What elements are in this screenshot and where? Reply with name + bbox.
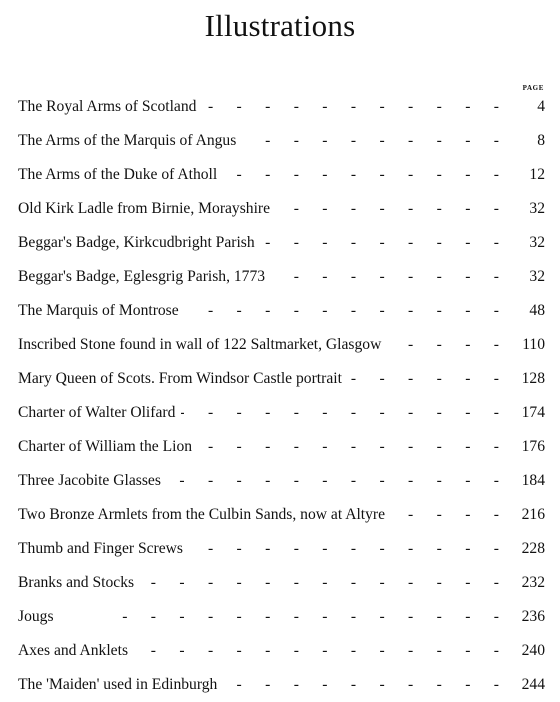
entry-page-number: 32 <box>499 200 545 218</box>
dot-leader <box>185 302 499 320</box>
entry-page-number: 48 <box>499 302 545 320</box>
dot-leader <box>60 608 499 626</box>
list-item <box>18 532 545 566</box>
entry-title: The Marquis of Montrose <box>18 302 185 320</box>
entry-page-number: 110 <box>499 336 545 354</box>
entry-title: Jougs <box>18 608 60 626</box>
entry-page-number: 216 <box>499 506 545 524</box>
entry-page-number: 128 <box>499 370 545 388</box>
list-item <box>18 260 545 294</box>
list-item <box>18 430 545 464</box>
page-column-label: PAGE <box>522 84 544 92</box>
entry-page-number: 8 <box>499 132 545 150</box>
entry-title: Charter of Walter Olifard <box>18 404 181 422</box>
illustrations-list <box>18 90 545 702</box>
dot-leader <box>261 234 499 252</box>
entry-title: Inscribed Stone found in wall of 122 Saltmarket, Glasgow <box>18 336 387 354</box>
entry-page-number: 32 <box>499 268 545 286</box>
dot-leader <box>276 200 499 218</box>
list-item <box>18 192 545 226</box>
dot-leader <box>223 676 499 694</box>
dot-leader <box>134 642 499 660</box>
list-item <box>18 226 545 260</box>
entry-page-number: 228 <box>499 540 545 558</box>
entry-title: Branks and Stocks <box>18 574 140 592</box>
dot-leader <box>202 98 499 116</box>
entry-title: The Arms of the Marquis of Angus <box>18 132 242 150</box>
entry-page-number: 184 <box>499 472 545 490</box>
entry-title: Axes and Anklets <box>18 642 134 660</box>
list-item <box>18 498 545 532</box>
entry-title: Mary Queen of Scots. From Windsor Castle portrait <box>18 370 348 388</box>
dot-leader <box>189 540 499 558</box>
entry-page-number: 12 <box>499 166 545 184</box>
dot-leader <box>223 166 499 184</box>
list-item <box>18 396 545 430</box>
entry-title: Two Bronze Armlets from the Culbin Sands, now at Altyre <box>18 506 391 524</box>
dot-leader <box>198 438 499 456</box>
dot-leader <box>181 404 499 422</box>
entry-page-number: 232 <box>499 574 545 592</box>
entry-title: Charter of William the Lion <box>18 438 198 456</box>
list-item <box>18 464 545 498</box>
entry-page-number: 32 <box>499 234 545 252</box>
entry-page-number: 236 <box>499 608 545 626</box>
list-item <box>18 294 545 328</box>
entry-page-number: 244 <box>499 676 545 694</box>
list-item <box>18 600 545 634</box>
entry-title: The Royal Arms of Scotland <box>18 98 202 116</box>
list-item <box>18 362 545 396</box>
entry-title: The 'Maiden' used in Edinburgh <box>18 676 223 694</box>
list-item <box>18 90 545 124</box>
list-item <box>18 566 545 600</box>
entry-page-number: 176 <box>499 438 545 456</box>
dot-leader <box>348 370 499 388</box>
dot-leader <box>242 132 499 150</box>
entry-title: Thumb and Finger Screws <box>18 540 189 558</box>
list-item <box>18 328 545 362</box>
entry-title: Beggar's Badge, Kirkcudbright Parish <box>18 234 261 252</box>
dot-leader <box>167 472 499 490</box>
entry-page-number: 4 <box>499 98 545 116</box>
entry-page-number: 174 <box>499 404 545 422</box>
entry-title: Three Jacobite Glasses <box>18 472 167 490</box>
list-item <box>18 668 545 702</box>
dot-leader <box>391 506 499 524</box>
dot-leader <box>140 574 499 592</box>
list-item <box>18 634 545 668</box>
entry-page-number: 240 <box>499 642 545 660</box>
entry-title: Beggar's Badge, Eglesgrig Parish, 1773 <box>18 268 271 286</box>
list-item <box>18 124 545 158</box>
list-item <box>18 158 545 192</box>
dot-leader <box>271 268 499 286</box>
entry-title: The Arms of the Duke of Atholl <box>18 166 223 184</box>
entry-title: Old Kirk Ladle from Birnie, Morayshire <box>18 200 276 218</box>
dot-leader <box>387 336 499 354</box>
page-title: Illustrations <box>204 8 356 43</box>
